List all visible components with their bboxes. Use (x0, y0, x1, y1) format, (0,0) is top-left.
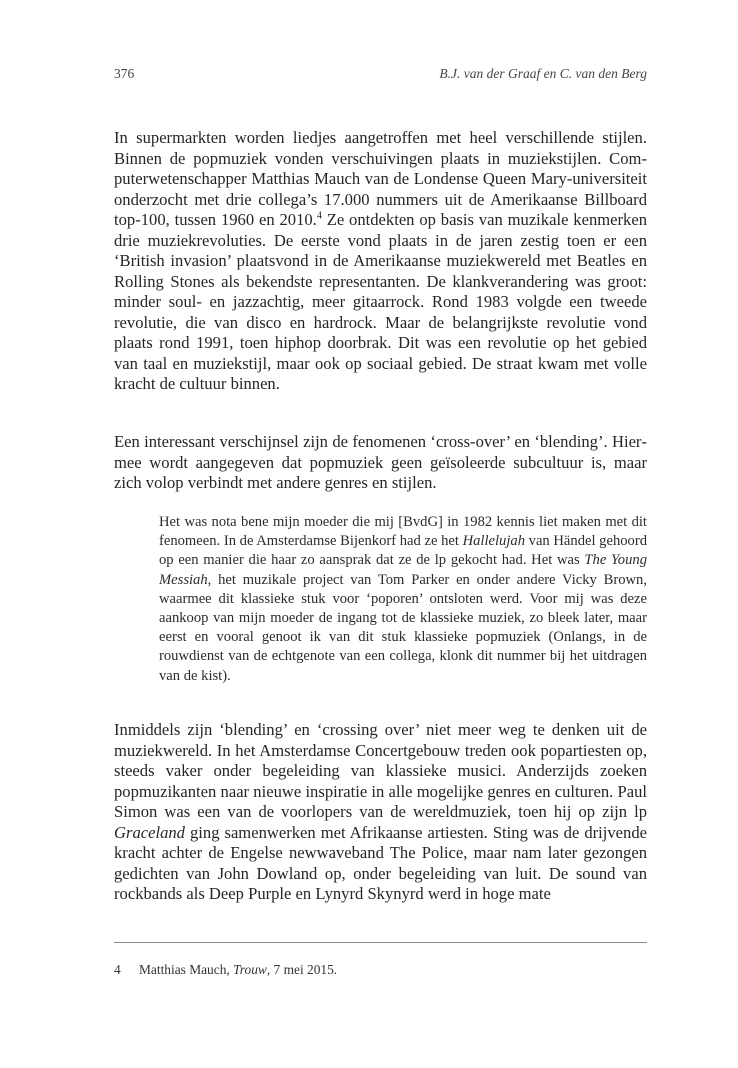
footnote-author: Matthias Mauch, (139, 962, 234, 977)
quote-text: Het was nota bene mijn moeder die mij [BvdG] in 1982 kennis liet maken met dit fenomeen. In de Amsterdamse Bijenkorf had ze het (159, 514, 647, 550)
paragraph-text: ging samenwerken met Afrikaanse artiesten. Sting was de drijvende kracht achter de Engelse newwaveband The Police, maar nam later gezongen gedichten van John Dowland op, onder begeleiding van luit. De sound van rockbands als Deep Purple en Lynyrd Skynyrd werd in hoge mate (114, 822, 647, 903)
quote-text: , het muzikale project van Tom Parker en onder andere Vicky Brown, waarmee dit klassieke stuk voor ‘poporen’ ontsloten werd. Voor mij was deze aankoop van mijn moeder de ingang tot de klassieke muziek, zo bleek later, maar eerst en vooral genoot ik van dit stuk klassieke popmuziek (Onlangs, in de rouwdienst van de echtgenote van een collega, klonk dit nummer bij het uitdragen van de kist). (159, 571, 647, 684)
page-number: 376 (114, 66, 135, 81)
paragraph-text: Inmiddels zijn ‘blending’ en ‘crossing over’ niet meer weg te denken uit de muziekwereld. In het Amsterdamse Concertgebouw treden ook popartiesten op, steeds vaker onder begeleiding van klassieke musici. Anderzijds zoeken popmuzikanten naar nieuwe inspiratie in alle mogelijke genres en culturen. Paul Simon was een van de voorlopers van de wereldmuziek, toen hij op zijn lp (114, 720, 647, 821)
paragraph-supermarkets (114, 128, 647, 395)
footnote-date: , 7 mei 2015. (266, 962, 338, 977)
footnote-source: Trouw (233, 962, 267, 977)
footnote-divider (114, 942, 647, 943)
paragraph-text: In supermarkten worden liedjes aangetroffen met heel verschillende stijlen. Binnen de popmuziek vonden verschuivingen plaats in muziekstijlen. Computerwetenschapper Matthias Mauch van de Londense Queen Mary-universiteit onderzocht met drie collega’s 17.000 nummers uit de Amerikaanse Billboard top-100, tussen 1960 en 2010. (114, 128, 647, 229)
paragraph-text: Ze ontdekten op basis van muzikale kenmerken drie muziekrevoluties. De eerste vond plaats in de jaren zestig toen er een ‘British invasion’ plaatsvond in de Amerikaanse muziekwereld met Beatles en Rolling Stones als bekendste representanten. De klankverandering was groot: minder soul- en jazzachtig, meer gitaarrock. Rond 1983 volgde een tweede revolutie, die van disco en hardrock. Maar de belangrijkste revolutie vond plaats rond 1991, toen hiphop doorbrak. Dit was een revolutie op het gebied van taal en muziekstijl, maar ook op sociaal gebied. De straat kwam met volle kracht de cultuur binnen. (114, 210, 647, 393)
paragraph-blending (114, 720, 647, 905)
quote-title-hallelujah: Hallelujah (462, 533, 525, 550)
footnote-number: 4 (114, 962, 121, 977)
footnote-reference: 4 (316, 210, 322, 222)
block-quote (159, 513, 647, 686)
running-head-authors: B.J. van der Graaf en C. van den Berg (439, 66, 647, 81)
footnote (114, 962, 337, 978)
quote-title-young-messiah: The Young Messiah (159, 552, 647, 588)
paragraph-cross-over: Een interessant verschijnsel zijn de fenomenen ‘cross-over’ en ‘blending’. Hiermee wordt aangegeven dat popmuziek geen geïsoleerde subcultuur is, maar zich volop verbindt met andere genres en stijlen. (114, 432, 647, 492)
quote-text: van Händel gehoord op een manier die haar zo aansprak dat ze de lp gekocht had. Het was (159, 533, 647, 569)
album-title-graceland: Graceland (114, 822, 185, 842)
